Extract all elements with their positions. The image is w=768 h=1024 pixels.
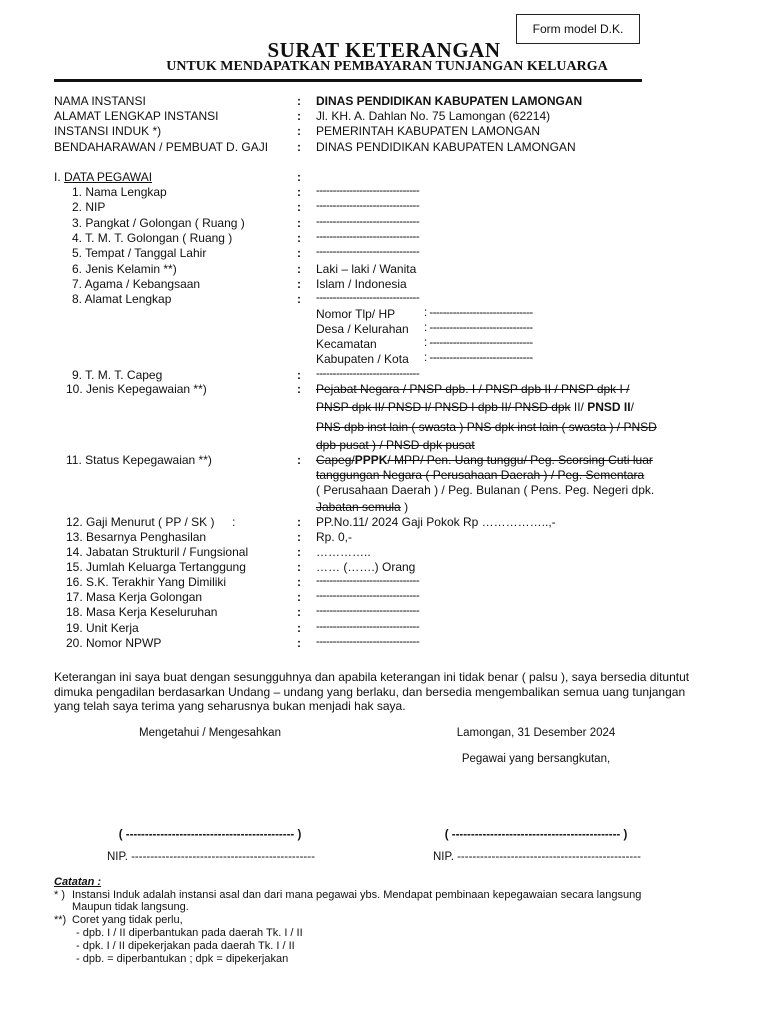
district-label: Kecamatan	[316, 337, 377, 351]
blank-line: -------------------------------	[316, 185, 420, 197]
village-blank: : -------------------------------	[424, 322, 533, 334]
item-employment-type: 10. Jenis Kepegawaian **)	[66, 382, 207, 396]
salary-basis-colon: :	[232, 515, 236, 529]
colon: :	[297, 231, 301, 245]
item-employment-status: 11. Status Kepegawaian **)	[66, 453, 212, 467]
item-rank-tmt: 4. T. M. T. Golongan ( Ruang )	[72, 231, 233, 245]
employment-type-line-3: PNS dpb inst lain ( swasta ) PNS dpk inst lain ( swasta ) / PNSD	[316, 420, 657, 434]
blank-line: -------------------------------	[316, 605, 420, 617]
blank-line: -------------------------------	[316, 200, 420, 212]
employee-nip-line: NIP. ------------------------------------------------	[433, 851, 641, 863]
blank-line: -------------------------------	[316, 292, 420, 304]
colon: :	[297, 262, 301, 276]
item-nip: 2. NIP	[72, 200, 106, 214]
colon: :	[297, 292, 301, 306]
blank-line: -------------------------------	[316, 231, 420, 243]
employment-type-rest: II/	[570, 400, 588, 414]
blank-line: -------------------------------	[316, 575, 420, 587]
colon: :	[297, 200, 301, 214]
treasurer-value: DINAS PENDIDIKAN KABUPATEN LAMONGAN	[316, 140, 576, 154]
title-divider	[54, 79, 642, 82]
section-heading	[54, 170, 152, 184]
phone-blank: : -------------------------------	[424, 307, 533, 319]
regency-blank: : -------------------------------	[424, 352, 533, 364]
status-selected: PPPK	[354, 453, 388, 467]
position-value: …………..	[316, 545, 371, 559]
item-dependents: 15. Jumlah Keluarga Tertanggung	[66, 560, 246, 574]
colon: :	[297, 636, 301, 650]
note-bullet-3: - dpb. = diperbantukan ; dpk = dipekerjakan	[76, 953, 289, 965]
note-2-text: Coret yang tidak perlu,	[72, 914, 183, 926]
district-blank: : -------------------------------	[424, 337, 533, 349]
employment-type-slash: /	[630, 400, 634, 414]
blank-line: -------------------------------	[316, 590, 420, 602]
item-rank: 3. Pangkat / Golongan ( Ruang )	[72, 216, 245, 230]
approver-nip-line: NIP. ------------------------------------------------	[107, 851, 315, 863]
colon: :	[297, 185, 301, 199]
statement-paragraph: Keterangan ini saya buat dengan sesungguhnya dan apabila keterangan ini tidak benar ( palsu ), saya bersedia dituntut dimuka pengadilan berdasarkan Undang – undang yang berlaku, dan bersedia mengembalikan semua uang tunjangan yang telah saya terima yang seharusnya bukan menjadi hak saya.	[54, 670, 690, 713]
parent-agency-label: INSTANSI INDUK *)	[54, 124, 162, 138]
agency-address-value: Jl. KH. A. Dahlan No. 75 Lamongan (62214)	[316, 109, 551, 123]
note-bullet-1: - dpb. I / II diperbantukan pada daerah Tk. I / II	[76, 927, 303, 939]
document-subtitle: UNTUK MENDAPATKAN PEMBAYARAN TUNJANGAN KELUARGA	[166, 59, 608, 74]
blank-line: -------------------------------	[316, 368, 420, 380]
item-full-name: 1. Nama Lengkap	[72, 185, 167, 199]
colon: :	[297, 605, 301, 619]
dependents-value: …… (…….) Orang	[316, 560, 416, 574]
employment-status-line-4	[316, 500, 408, 514]
colon: :	[297, 216, 301, 230]
blank-line: -------------------------------	[316, 246, 420, 258]
parent-agency-value: PEMERINTAH KABUPATEN LAMONGAN	[316, 124, 541, 138]
approver-name-line: ( -------------------------------------------- )	[118, 829, 302, 841]
colon: :	[297, 368, 301, 382]
item-position: 14. Jabatan Strukturil / Fungsional	[66, 545, 249, 559]
colon: :	[297, 590, 301, 604]
item-address: 8. Alamat Lengkap	[72, 292, 172, 306]
place-date: Lamongan, 31 Desember 2024	[456, 727, 616, 739]
colon: :	[297, 545, 301, 559]
phone-label: Nomor Tlp/ HP	[316, 307, 396, 321]
status-struck-1: Capeg/	[316, 453, 355, 467]
blank-line: -------------------------------	[316, 636, 420, 648]
colon: :	[297, 246, 301, 260]
item-npwp: 20. Nomor NPWP	[66, 636, 162, 650]
colon: :	[297, 530, 301, 544]
section-prefix: I.	[54, 170, 65, 184]
religion-value: Islam / Indonesia	[316, 277, 407, 291]
section-title: DATA PEGAWAI	[64, 170, 153, 184]
document-title: SURAT KETERANGAN	[267, 38, 501, 62]
colon: :	[297, 277, 301, 291]
agency-address-label: ALAMAT LENGKAP INSTANSI	[54, 109, 219, 123]
colon: :	[297, 560, 301, 574]
item-capeg-tmt: 9. T. M. T. Capeg	[72, 368, 163, 382]
salary-basis-value: PP.No.11/ 2024 Gaji Pokok Rp ……………..,-	[316, 515, 556, 529]
colon: :	[297, 140, 301, 154]
note-1-mark: * )	[54, 889, 65, 901]
employment-type-struck: PNSP dpk II/ PNSD I/ PNSD I dpb II/ PNSD dpk	[316, 400, 571, 414]
regency-label: Kabupaten / Kota	[316, 352, 409, 366]
item-gender: 6. Jenis Kelamin **)	[72, 262, 177, 276]
status-struck-3: Jabatan semula	[316, 500, 401, 514]
note-1-continued: Maupun tidak langsung.	[72, 901, 189, 913]
note-1-text: Instansi Induk adalah instansi asal dan dari mana pegawai ybs. Mendapat pembinaan kepegawaian secara langsung	[72, 889, 642, 901]
employment-type-line-4: dpb pusat ) / PNSD dpk pusat	[316, 438, 475, 452]
item-religion: 7. Agama / Kebangsaan	[72, 277, 201, 291]
employment-status-line-2: tanggungan Negara ( Perusahaan Daerah ) / Peg. Sementara	[316, 468, 645, 482]
employee-title: Pegawai yang bersangkutan,	[461, 753, 611, 765]
employment-status-line-1	[316, 453, 653, 467]
colon: :	[297, 621, 301, 635]
colon: :	[297, 382, 301, 396]
employee-name-line: ( -------------------------------------------- )	[444, 829, 628, 841]
agency-name-label: NAMA INSTANSI	[54, 94, 146, 108]
colon: :	[297, 109, 301, 123]
treasurer-label: BENDAHARAWAN / PEMBUAT D. GAJI	[54, 140, 269, 154]
item-birth: 5. Tempat / Tanggal Lahir	[72, 246, 207, 260]
status-struck-2: / MPP/ Pen. Uang tunggu/ Peg. Scorsing Cuti luar	[387, 453, 653, 467]
blank-line: -------------------------------	[316, 216, 420, 228]
employment-status-line-3: ( Perusahaan Daerah ) / Peg. Bulanan ( Pens. Peg. Negeri dpk.	[316, 483, 655, 497]
colon: :	[297, 124, 301, 138]
item-last-decree: 16. S.K. Terakhir Yang Dimiliki	[66, 575, 227, 589]
note-bullet-2: - dpk. I / II dipekerjakan pada daerah Tk. I / II	[76, 940, 295, 952]
status-close: )	[400, 500, 409, 514]
item-rank-tenure: 17. Masa Kerja Golongan	[66, 590, 203, 604]
colon: :	[297, 453, 301, 467]
employment-type-selected: PNSD II	[587, 400, 631, 414]
colon: :	[297, 94, 301, 108]
employment-type-line-2	[316, 400, 634, 414]
gender-value: Laki – laki / Wanita	[316, 262, 417, 276]
blank-line: -------------------------------	[316, 621, 420, 633]
approver-title: Mengetahui / Mengesahkan	[139, 727, 281, 739]
notes-title: Catatan :	[54, 876, 102, 888]
colon: :	[297, 515, 301, 529]
income-value: Rp. 0,-	[316, 530, 353, 544]
form-model-label: Form model D.K.	[532, 22, 624, 36]
note-2-mark: **)	[54, 914, 67, 926]
colon: :	[297, 575, 301, 589]
item-income: 13. Besarnya Penghasilan	[66, 530, 207, 544]
item-total-tenure: 18. Masa Kerja Keseluruhan	[66, 605, 218, 619]
item-salary-basis: 12. Gaji Menurut ( PP / SK )	[66, 515, 215, 529]
colon: :	[297, 170, 301, 184]
agency-name-value: DINAS PENDIDIKAN KABUPATEN LAMONGAN	[316, 94, 583, 108]
item-work-unit: 19. Unit Kerja	[66, 621, 139, 635]
employment-type-line-1: Pejabat Negara / PNSP dpb. I / PNSP dpb II / PNSP dpk I /	[316, 382, 630, 396]
village-label: Desa / Kelurahan	[316, 322, 409, 336]
